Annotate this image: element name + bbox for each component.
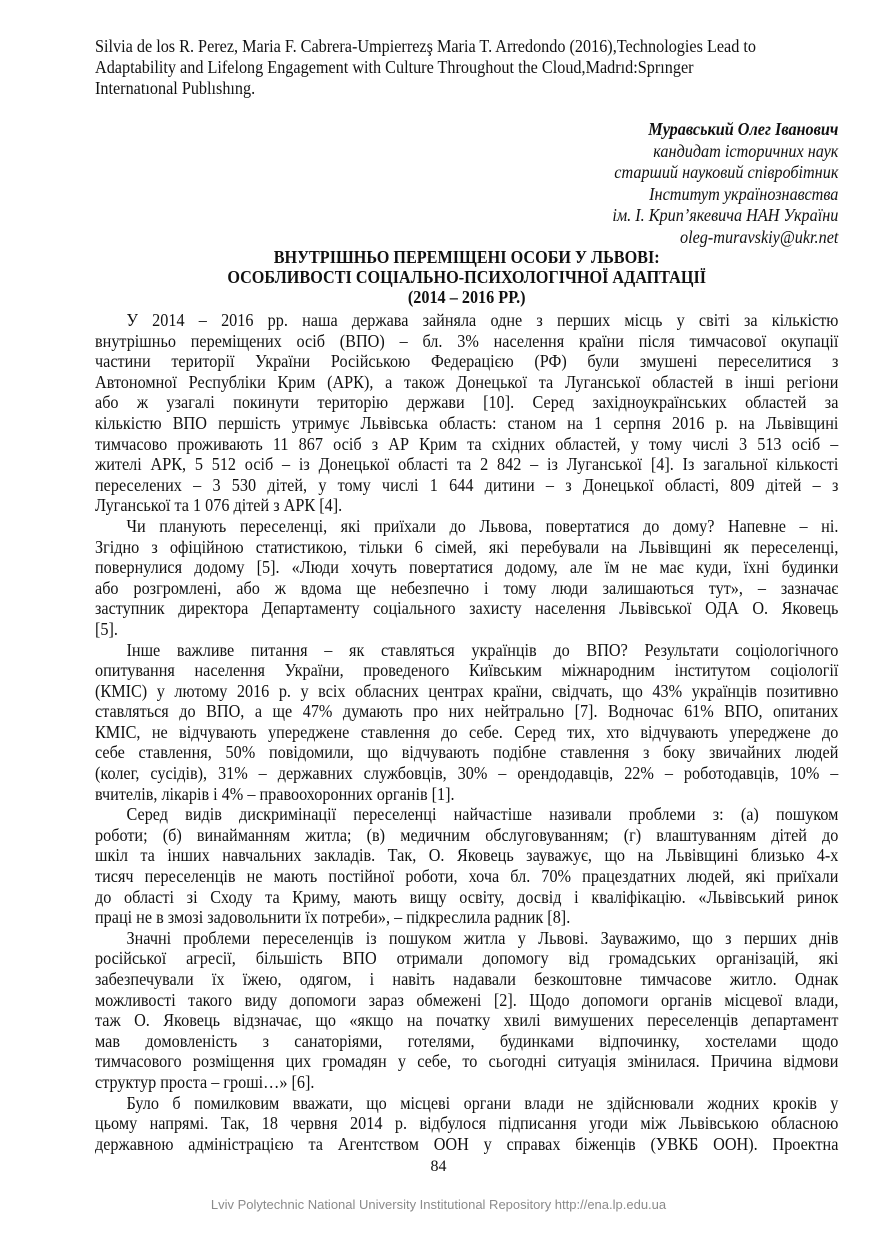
author-block bbox=[95, 119, 838, 249]
reference-line: Silvia de los R. Perez, Maria F. Cabrera-Umpierrezş Maria T. Arredondo (2016),Technologies Lead to bbox=[95, 36, 756, 56]
paragraph-line: внутрішньо переміщених осіб (ВПО) – бл. 3% населення країни після тимчасової окупації bbox=[95, 330, 839, 351]
paragraph-line: У 2014 – 2016 рр. наша держава зайняла одне з перших місць у світі за кількістю bbox=[126, 310, 839, 330]
paragraph-line: [5]. bbox=[95, 618, 118, 639]
paragraph-line: Інше важливе питання – як ставляться українців до ВПО? Результати соціологічного bbox=[126, 639, 839, 660]
paragraph-line: Було б помилковим вважати, що місцеві органи влади не здійснювали жодних кроків у bbox=[126, 1092, 839, 1113]
article-body bbox=[95, 310, 838, 1154]
author-institute: Інститут українознавства bbox=[649, 183, 839, 204]
paragraph-line: тимчасового розміщення цих громадян у себе, то сьогодні ситуація змінилася. Причина відмови bbox=[95, 1051, 839, 1072]
reference-entry bbox=[95, 36, 838, 99]
paragraph bbox=[95, 516, 838, 640]
author-degree: кандидат історичних наук bbox=[653, 140, 839, 161]
paragraph-line: переселених – 3 530 дітей, у тому числі 1 644 дитини – з Донецької області, 809 дітей – з bbox=[95, 474, 839, 495]
author-position: старший науковий співробітник bbox=[614, 162, 839, 183]
title-line: (2014 – 2016 РР.) bbox=[407, 287, 526, 307]
paragraph-line: Серед видів дискримінації переселенці найчастіше називали проблеми з: (а) пошуком bbox=[126, 804, 839, 825]
paragraph-line: роботи; (б) винайманням житла; (в) медичним обслуговуванням; (г) влаштуванням дітей до bbox=[95, 824, 839, 845]
paragraph-line: частини території України Російською Федерацією (РФ) були змушені переселитися з bbox=[95, 351, 839, 372]
paragraph-line: Автономної Республіки Крим (АРК), а також Донецької та Луганської областей в інші регіони bbox=[95, 371, 839, 392]
paragraph-line: ставляться до ВПО, а ще 47% думають про них нейтрально [7]. Водночас 61% ВПО, опитаних bbox=[95, 701, 839, 722]
paragraph-line: КМІС, не відчувають упереджене ставлення до себе. Серед тих, хто відчувають упереджене до bbox=[95, 721, 839, 742]
reference-line: Internatıonal Publıshıng. bbox=[95, 78, 256, 98]
paragraph-line: праці не в змозі задовольнити їх потреби», – підкреслила радник [8]. bbox=[95, 907, 571, 928]
paragraph-line: російської агресії, більшість ВПО отримали допомогу від громадських організацій, які bbox=[95, 948, 839, 969]
article-title bbox=[95, 247, 838, 307]
paragraph bbox=[95, 1093, 838, 1155]
paragraph-line: мав домовленість з санаторіями, готелями, будинками відпочинку, хостелами щодо bbox=[95, 1030, 839, 1051]
paragraph-line: до області зі Сходу та Криму, мають вищу освіту, досвід і кваліфікацію. «Львівський ринок bbox=[95, 886, 839, 907]
paragraph-line: (колег, сусідів), 31% – державних службовців, 30% – орендодавців, 22% – роботодавців, 10% – bbox=[95, 763, 839, 784]
paragraph bbox=[95, 310, 838, 516]
paragraph-line: Згідно з офіційною статистикою, тільки 6 сімей, які перебували на Львівщині як переселенці, bbox=[95, 536, 839, 557]
page-number: 84 bbox=[430, 1158, 447, 1175]
author-email: oleg-muravskiy@ukr.net bbox=[679, 226, 839, 247]
paragraph-line: тимчасово проживають 11 867 осіб з АР Крим та східних областей, у тому числі 3 513 осіб – bbox=[95, 433, 839, 454]
paragraph-line: таж О. Яковець відзначає, що «якщо на початку хвилі вимушених переселенців департамент bbox=[95, 1010, 839, 1031]
paragraph bbox=[95, 804, 838, 928]
paragraph-line: Луганської та 1 076 дітей з АРК [4]. bbox=[95, 495, 343, 516]
author-institute: ім. І. Крип’якевича НАН України bbox=[612, 205, 839, 226]
paragraph-line: заступник директора Департаменту соціального захисту населення Львівської ОДА О. Яковець bbox=[95, 598, 839, 619]
paragraph-line: забезпечували їх їжею, одягом, і навіть надавали безкоштовне тимчасове житло. Однак bbox=[95, 969, 839, 989]
reference-line: Adaptability and Lifelong Engagement with Culture Throughout the Cloud,Madrıd:Sprınger bbox=[95, 57, 694, 77]
paragraph-line: вчителів, лікарів і 4% – правоохоронних органів [1]. bbox=[95, 783, 455, 804]
paragraph-line: повернулися додому [5]. «Люди хочуть повертатися додому, але їм не має куди, їхні будинки bbox=[95, 557, 839, 578]
paragraph-line: кількістю ВПО першість утримує Львівська область: станом на 1 серпня 2016 р. на Львівщині bbox=[95, 412, 839, 433]
paragraph-line: опитування населення України, проведеного Київським міжнародним інститутом соціології bbox=[95, 660, 839, 681]
paragraph bbox=[95, 928, 838, 1093]
author-name: Муравський Олег Іванович bbox=[648, 119, 839, 139]
title-line: ОСОБЛИВОСТІ СОЦІАЛЬНО-ПСИХОЛОГІЧНОЇ АДАПТАЦІЇ bbox=[227, 267, 707, 287]
paragraph-line: або ж узагалі покинути територію держави [10]. Серед західноукраїнських областей за bbox=[95, 392, 839, 413]
repository-footer: Lviv Polytechnic National University Institutional Repository http://ena.lp.edu.ua bbox=[210, 1197, 667, 1212]
paragraph-line: Чи планують переселенці, які приїхали до Львова, повертатися до дому? Напевне – ні. bbox=[126, 515, 839, 536]
paragraph-line: жителі АРК, 5 512 осіб – із Донецької області та 2 842 – із Луганської [4]. Із загальної кількості bbox=[95, 454, 839, 475]
paragraph-line: тисяч переселенців не мають постійної роботи, хоча бл. 70% працездатних людей, які приїхали bbox=[95, 866, 839, 887]
paragraph-line: себе ставлення, 50% повідомили, що відчувають подібне ставлення з боку звичайних людей bbox=[95, 742, 839, 763]
paragraph-line: структур проста – гроші…» [6]. bbox=[95, 1071, 315, 1092]
paragraph-line: можливості такого виду допомоги зараз обмежені [2]. Щодо допомоги органів місцевої влади, bbox=[95, 989, 839, 1010]
paragraph-line: або розгромлені, або ж вдома ще небезпечно і тому люди залишаються тут», – зазначає bbox=[95, 577, 839, 598]
paragraph bbox=[95, 640, 838, 805]
paragraph-line: державною адміністрацією та Агентством ООН у справах біженців (УВКБ ООН). Проектна bbox=[95, 1133, 839, 1154]
paragraph-line: Значні проблеми переселенців із пошуком житла у Львові. Зауважимо, що з перших днів bbox=[126, 927, 839, 948]
title-line: ВНУТРІШНЬО ПЕРЕМІЩЕНІ ОСОБИ У ЛЬВОВІ: bbox=[273, 247, 660, 267]
paragraph-line: шкіл та інших навчальних закладів. Так, О. Яковець зауважує, що на Львівщині близько 4-х bbox=[95, 845, 839, 866]
paragraph-line: цьому напрямі. Так, 18 червня 2014 р. відбулося підписання угоди між Львівською обласною bbox=[95, 1113, 839, 1134]
paragraph-line: (КМІС) у лютому 2016 р. у всіх обласних центрах країни, свідчать, що 43% українців позитивно bbox=[95, 680, 839, 701]
